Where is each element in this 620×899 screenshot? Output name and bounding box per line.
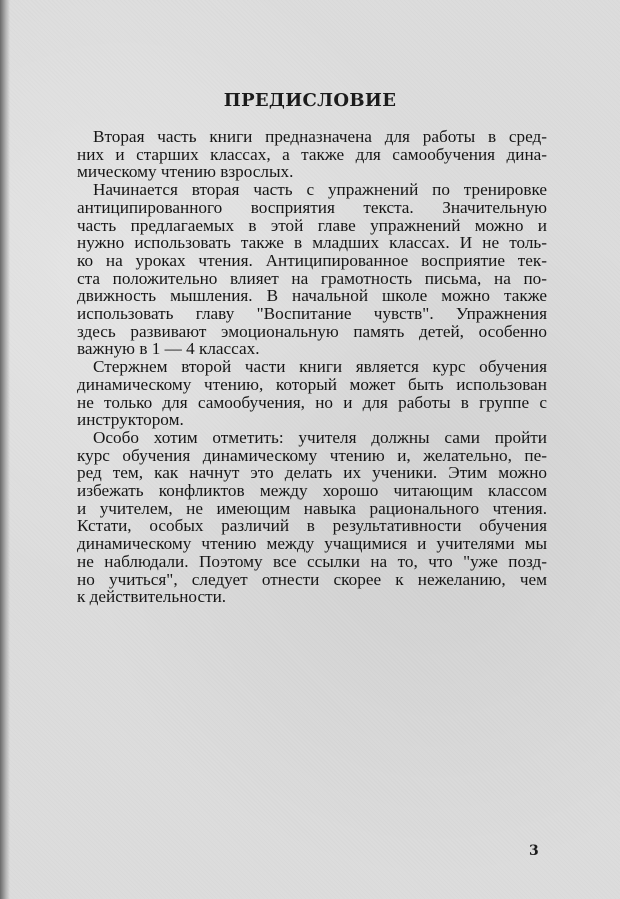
paragraph-4: [77, 429, 547, 606]
text-line: мическому чтению взрослых.: [77, 162, 294, 182]
text-line: не наблюдали. Поэтому все ссылки на то, что "уже позд-: [77, 551, 547, 571]
text-line: использовать главу "Воспитание чувств". Упражнения: [77, 304, 547, 324]
paragraph-3: [77, 358, 547, 429]
text-line: нужно использовать также в младших классах. И не толь-: [77, 233, 547, 253]
text-line: динамическому чтению, который может быть использован: [77, 374, 547, 394]
text-line: Начинается вторая часть с упражнений по тренировке: [93, 180, 547, 200]
text-line: важную в 1 — 4 классах.: [77, 339, 260, 359]
page-number: 3: [529, 843, 539, 859]
text-line: инструктором.: [77, 410, 184, 430]
page-title: ПРЕДИСЛОВИЕ: [223, 90, 397, 111]
text-line: динамическому чтению между учащимися и учителями мы: [77, 534, 547, 554]
text-line: к действительности.: [77, 587, 227, 607]
text-line: ста положительно влияет на грамотность письма, на по-: [77, 268, 547, 288]
text-line: курс обучения динамическому чтению и, желательно, пе-: [77, 445, 547, 465]
text-line: Особо хотим отметить: учителя должны сами пройти: [93, 427, 547, 447]
text-line: часть предлагаемых в этой главе упражнений можно и: [77, 215, 547, 235]
text-line: движность мышления. В начальной школе можно также: [77, 286, 547, 306]
preface-text: [77, 128, 547, 606]
text-line: ред тем, как начнут это делать их ученики. Этим можно: [77, 463, 547, 483]
text-line: них и старших классах, а также для самообучения дина-: [77, 144, 547, 164]
text-line: здесь развивают эмоциональную память детей, особенно: [77, 321, 547, 341]
text-line: Стержнем второй части книги является курс обучения: [93, 357, 547, 377]
text-line: ко на уроках чтения. Антиципированное восприятие тек-: [77, 250, 547, 270]
paragraph-2: [77, 181, 547, 358]
text-line: не только для самообучения, но и для работы в группе с: [77, 392, 547, 412]
paragraph-1: [77, 128, 547, 181]
text-line: и учителем, не имеющим навыка рационального чтения.: [77, 498, 547, 518]
text-line: Вторая часть книги предназначена для работы в сред-: [93, 127, 547, 146]
text-line: избежать конфликтов между хорошо читающим классом: [77, 481, 547, 501]
text-line: но учиться", следует отнести скорее к нежеланию, чем: [77, 569, 547, 589]
text-line: антиципированного восприятия текста. Значительную: [77, 197, 547, 217]
page-binding-shadow: [0, 0, 10, 899]
text-line: Кстати, особых различий в результативности обучения: [77, 516, 547, 536]
